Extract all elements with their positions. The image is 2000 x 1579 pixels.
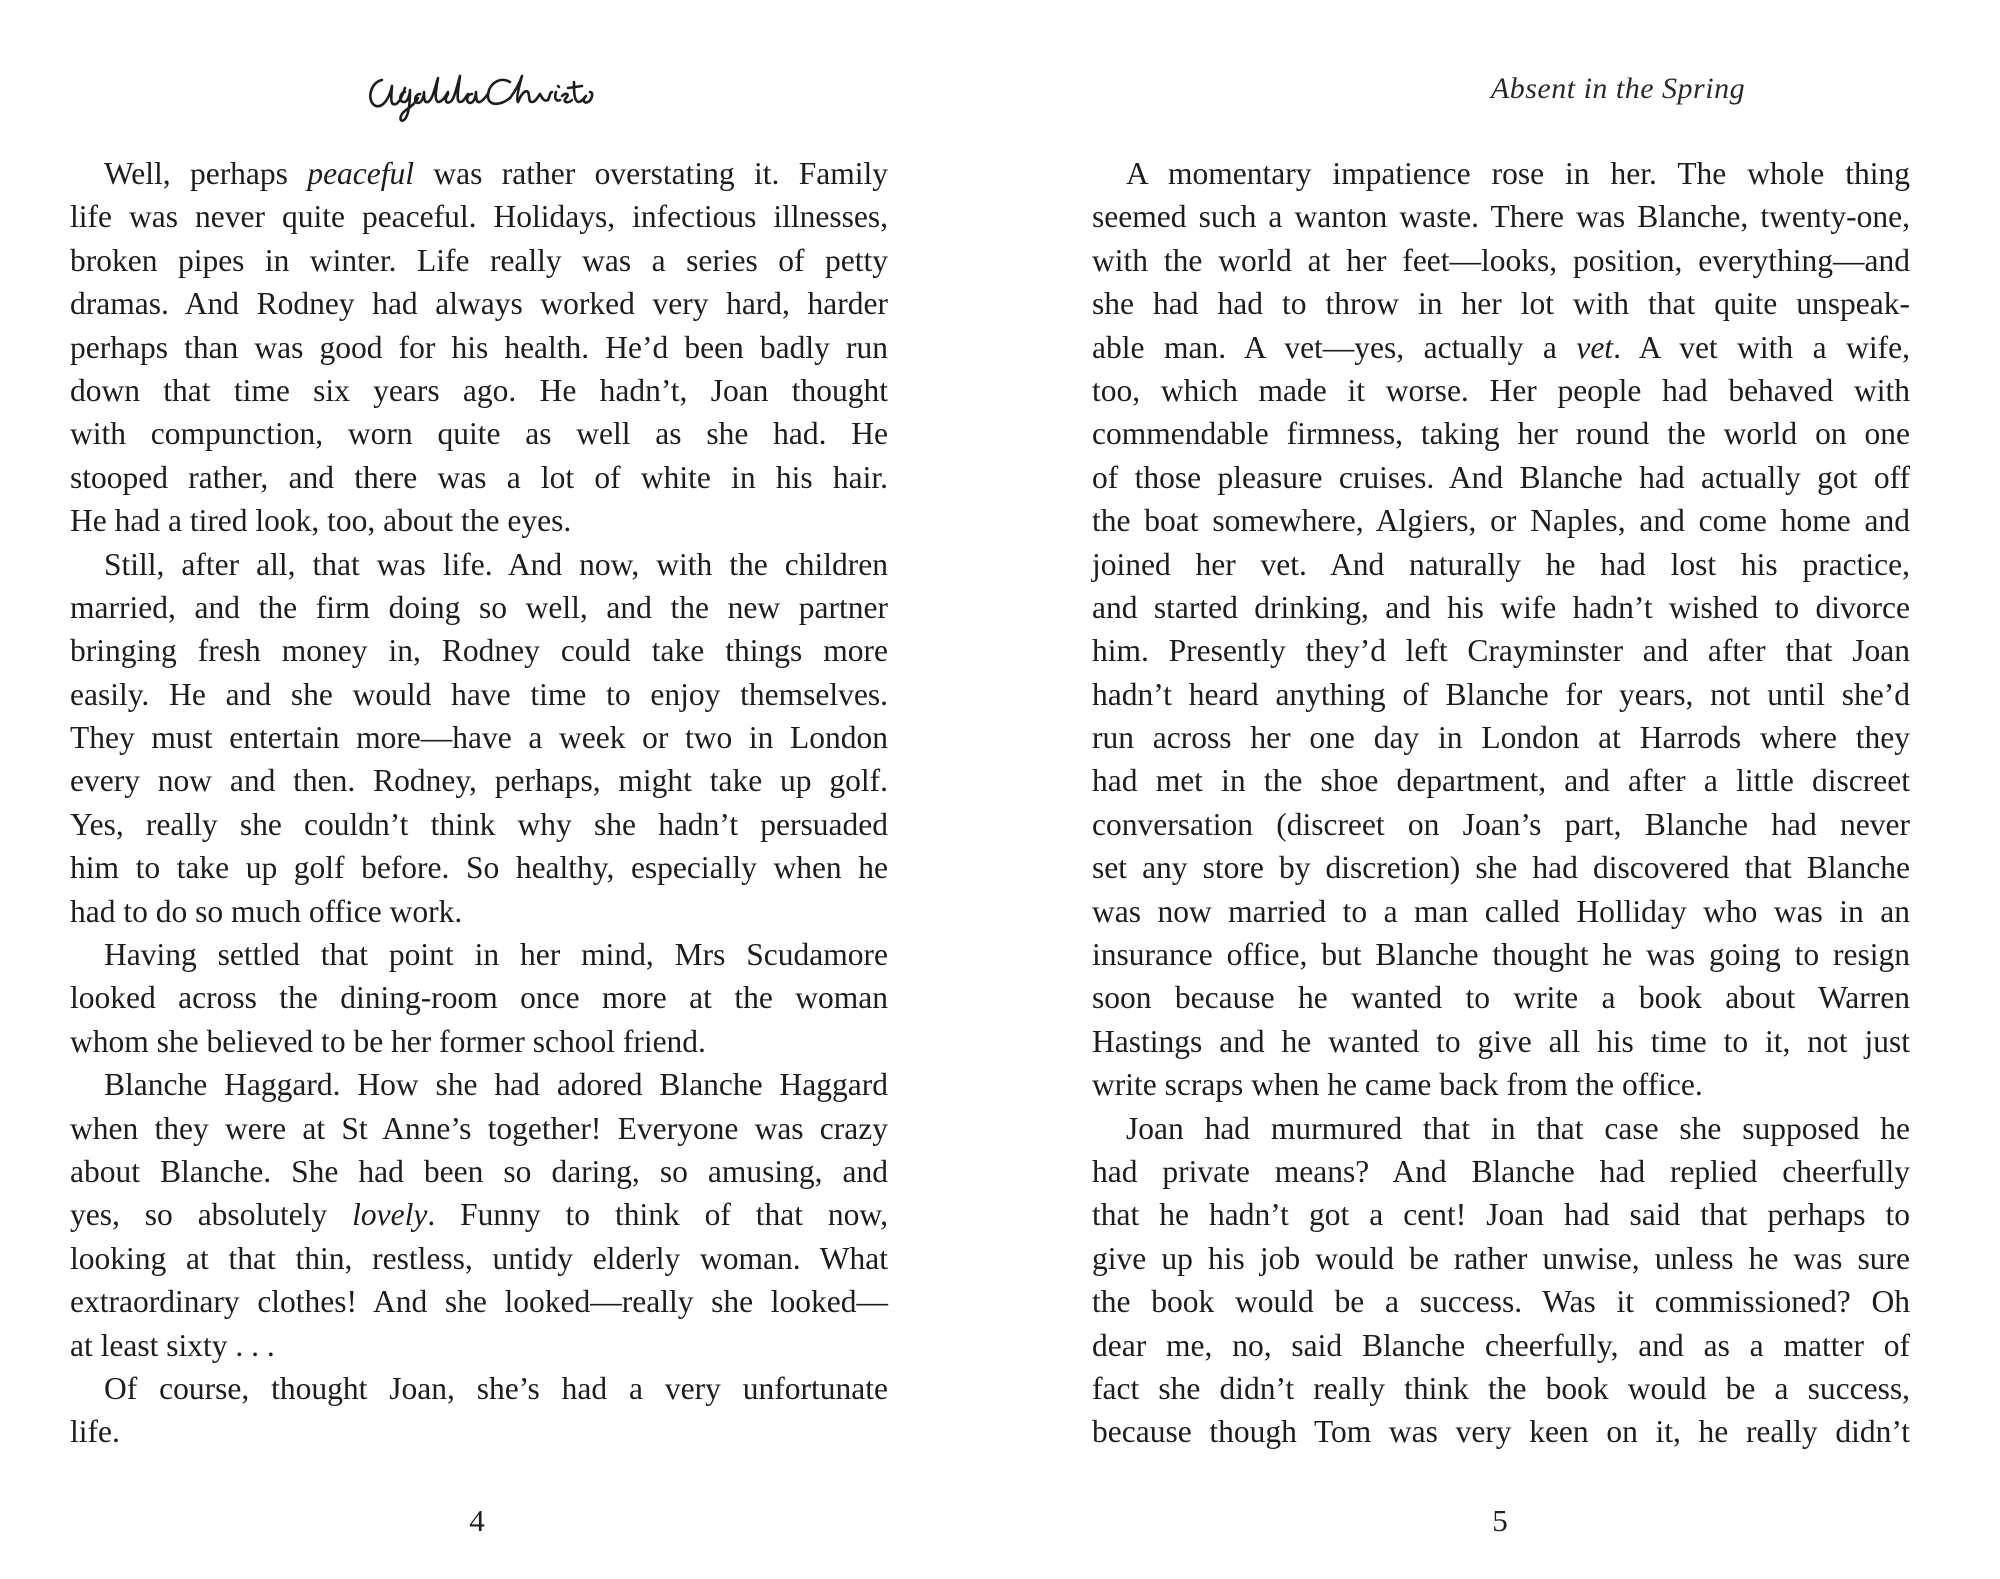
text-line — [1092, 1367, 1910, 1410]
text-run: commendable firmness, taking her round the world on one — [1092, 416, 1910, 452]
text-run: Of course, thought Joan, she’s had a very unfortunate — [104, 1370, 888, 1406]
text-run: . A vet with a wife, — [1613, 329, 1910, 365]
text-line — [1092, 369, 1910, 412]
text-run: Joan had murmured that in that case she supposed he — [1126, 1110, 1910, 1146]
text-line — [70, 759, 888, 802]
text-line — [1092, 586, 1910, 629]
text-line — [70, 369, 888, 412]
right-page — [1000, 0, 2000, 1579]
text-line — [1092, 152, 1910, 195]
text-run: down that time six years ago. He hadn’t, Joan thought — [70, 372, 888, 408]
text-run: . Funny to think of that now, — [427, 1197, 889, 1233]
text-line — [1092, 412, 1910, 455]
text-line — [70, 1324, 888, 1367]
left-page-number: 4 — [469, 1503, 485, 1538]
text-run: run across her one day in London at Harrods where they — [1092, 720, 1910, 756]
text-line — [70, 456, 888, 499]
agatha-christie-signature-logo — [360, 58, 600, 128]
text-run: joined her vet. And naturally he had lost his practice, — [1092, 546, 1910, 582]
text-line — [1092, 673, 1910, 716]
text-line — [1092, 803, 1910, 846]
text-run: was now married to a man called Holliday who was in an — [1092, 893, 1910, 929]
text-line — [70, 629, 888, 672]
paragraph — [70, 933, 888, 1063]
text-run: life. — [70, 1414, 120, 1450]
text-line — [1092, 1107, 1910, 1150]
text-run: had to do so much office work. — [70, 893, 463, 929]
text-run: whom she believed to be her former school friend. — [70, 1023, 706, 1059]
text-run: hadn’t heard anything of Blanche for years, not until she’d — [1092, 676, 1910, 712]
text-run: the book would be a success. Was it commissioned? Oh — [1092, 1284, 1910, 1320]
text-line — [70, 586, 888, 629]
text-run: set any store by discretion) she had discovered that Blanche — [1092, 850, 1910, 886]
right-page-number: 5 — [1492, 1503, 1508, 1538]
text-run: dear me, no, said Blanche cheerfully, and as a matter of — [1092, 1327, 1910, 1363]
text-run: him. Presently they’d left Crayminster and after that Joan — [1092, 633, 1910, 669]
italic-emphasis: peaceful — [307, 156, 415, 191]
text-line — [70, 499, 888, 542]
text-run: that he hadn’t got a cent! Joan had said that perhaps to — [1092, 1197, 1910, 1233]
paragraph — [70, 1367, 888, 1454]
running-head-title: Absent in the Spring — [1490, 72, 1746, 105]
text-run: soon because he wanted to write a book about Warren — [1092, 980, 1910, 1016]
text-run: and started drinking, and his wife hadn’t wished to divorce — [1092, 589, 1910, 625]
text-line — [70, 1367, 888, 1410]
text-line — [1092, 976, 1910, 1019]
paragraph — [70, 543, 888, 934]
text-line — [70, 1193, 888, 1236]
text-line — [70, 1107, 888, 1150]
text-run: married, and the firm doing so well, and the new partner — [70, 589, 888, 625]
text-run: she had had to throw in her lot with that quite unspeak- — [1092, 286, 1910, 322]
text-run: broken pipes in winter. Life really was a series of petty — [70, 242, 888, 278]
text-line — [70, 282, 888, 325]
text-line — [70, 890, 888, 933]
text-line — [1092, 1280, 1910, 1323]
text-line — [1092, 1063, 1910, 1106]
text-line — [1092, 1150, 1910, 1193]
text-line — [70, 1020, 888, 1063]
italic-emphasis: lovely — [352, 1197, 428, 1233]
text-line — [1092, 1324, 1910, 1367]
text-line — [70, 846, 888, 889]
text-run: seemed such a wanton waste. There was Blanche, twenty-one, — [1092, 199, 1910, 235]
text-line — [70, 239, 888, 282]
text-line — [70, 716, 888, 759]
text-run: He had a tired look, too, about the eyes. — [70, 503, 572, 539]
left-page-body-text — [70, 152, 888, 1454]
text-line — [1092, 239, 1910, 282]
text-run: Having settled that point in her mind, Mrs Scudamore — [104, 937, 888, 973]
text-run: at least sixty . . . — [70, 1327, 275, 1363]
italic-emphasis: vet — [1576, 329, 1614, 365]
text-line — [70, 1237, 888, 1280]
text-line — [1092, 716, 1910, 759]
text-line — [70, 152, 888, 195]
text-line — [1092, 1410, 1910, 1453]
text-line — [1092, 1020, 1910, 1063]
paragraph — [1092, 1107, 1910, 1454]
text-run: They must entertain more—have a week or two in London — [70, 720, 888, 756]
text-line — [1092, 326, 1910, 369]
text-run: Hastings and he wanted to give all his time to it, not just — [1092, 1023, 1910, 1059]
text-line — [70, 1410, 888, 1453]
text-line — [70, 933, 888, 976]
paragraph — [1092, 152, 1910, 1107]
text-run: the boat somewhere, Algiers, or Naples, and come home and — [1092, 503, 1910, 539]
text-run: conversation (discreet on Joan’s part, Blanche had never — [1092, 806, 1910, 842]
text-run: had met in the shoe department, and after a little discreet — [1092, 763, 1910, 799]
text-line — [1092, 1237, 1910, 1280]
text-run: bringing fresh money in, Rodney could take things more — [70, 633, 888, 669]
text-run: with compunction, worn quite as well as she had. He — [70, 416, 888, 452]
text-line — [70, 326, 888, 369]
text-line — [1092, 890, 1910, 933]
text-line — [70, 1150, 888, 1193]
text-line — [1092, 456, 1910, 499]
text-run: yes, so absolutely — [70, 1197, 353, 1233]
text-line — [70, 195, 888, 238]
text-line — [70, 976, 888, 1019]
text-line — [70, 673, 888, 716]
text-run: easily. He and she would have time to enjoy themselves. — [70, 676, 888, 712]
text-run: extraordinary clothes! And she looked—really she looked— — [70, 1284, 888, 1320]
text-line — [70, 1280, 888, 1323]
text-run: give up his job would be rather unwise, unless he was sure — [1092, 1240, 1910, 1276]
text-run: when they were at St Anne’s together! Everyone was crazy — [70, 1110, 888, 1146]
text-line — [1092, 933, 1910, 976]
text-run: looked across the dining-room once more at the woman — [70, 980, 888, 1016]
text-line — [70, 543, 888, 586]
paragraph — [70, 152, 888, 543]
text-line — [70, 1063, 888, 1106]
text-run: Well, perhaps — [104, 156, 308, 191]
text-run: had private means? And Blanche had replied cheerfully — [1092, 1153, 1910, 1189]
text-run: of those pleasure cruises. And Blanche had actually got off — [1092, 459, 1910, 495]
text-run: looking at that thin, restless, untidy elderly woman. What — [70, 1240, 888, 1276]
text-run: Still, after all, that was life. And now, with the children — [104, 546, 888, 582]
text-line — [1092, 629, 1910, 672]
text-run: Blanche Haggard. How she had adored Blanche Haggard — [104, 1067, 888, 1103]
text-run: him to take up golf before. So healthy, especially when he — [70, 850, 888, 886]
text-run: dramas. And Rodney had always worked very hard, harder — [70, 286, 888, 322]
text-run: able man. A vet—yes, actually a — [1092, 329, 1577, 365]
text-run: too, which made it worse. Her people had behaved with — [1092, 372, 1910, 408]
text-line — [1092, 543, 1910, 586]
text-run: fact she didn’t really think the book would be a success, — [1092, 1370, 1910, 1406]
paragraph — [70, 1063, 888, 1367]
text-run: every now and then. Rodney, perhaps, might take up golf. — [70, 763, 888, 799]
text-run: was rather overstating it. Family — [414, 156, 888, 191]
text-line — [1092, 195, 1910, 238]
text-run: A momentary impatience rose in her. The whole thing — [1126, 156, 1910, 191]
text-run: with the world at her feet—looks, position, everything—and — [1092, 242, 1910, 278]
text-run: Yes, really she couldn’t think why she hadn’t persuaded — [70, 806, 888, 842]
text-run: life was never quite peaceful. Holidays, infectious illnesses, — [70, 199, 888, 235]
text-line — [70, 803, 888, 846]
text-line — [1092, 282, 1910, 325]
text-run: about Blanche. She had been so daring, so amusing, and — [70, 1153, 888, 1189]
text-run: because though Tom was very keen on it, he really didn’t — [1092, 1414, 1910, 1450]
text-line — [1092, 499, 1910, 542]
text-run: write scraps when he came back from the office. — [1092, 1067, 1703, 1103]
text-line — [1092, 1193, 1910, 1236]
text-line — [1092, 846, 1910, 889]
text-line — [1092, 759, 1910, 802]
text-run: insurance office, but Blanche thought he was going to resign — [1092, 937, 1910, 973]
text-run: stooped rather, and there was a lot of white in his hair. — [70, 459, 888, 495]
text-line — [70, 412, 888, 455]
right-page-body-text — [1092, 152, 1910, 1454]
text-run: perhaps than was good for his health. He’d been badly run — [70, 329, 888, 365]
